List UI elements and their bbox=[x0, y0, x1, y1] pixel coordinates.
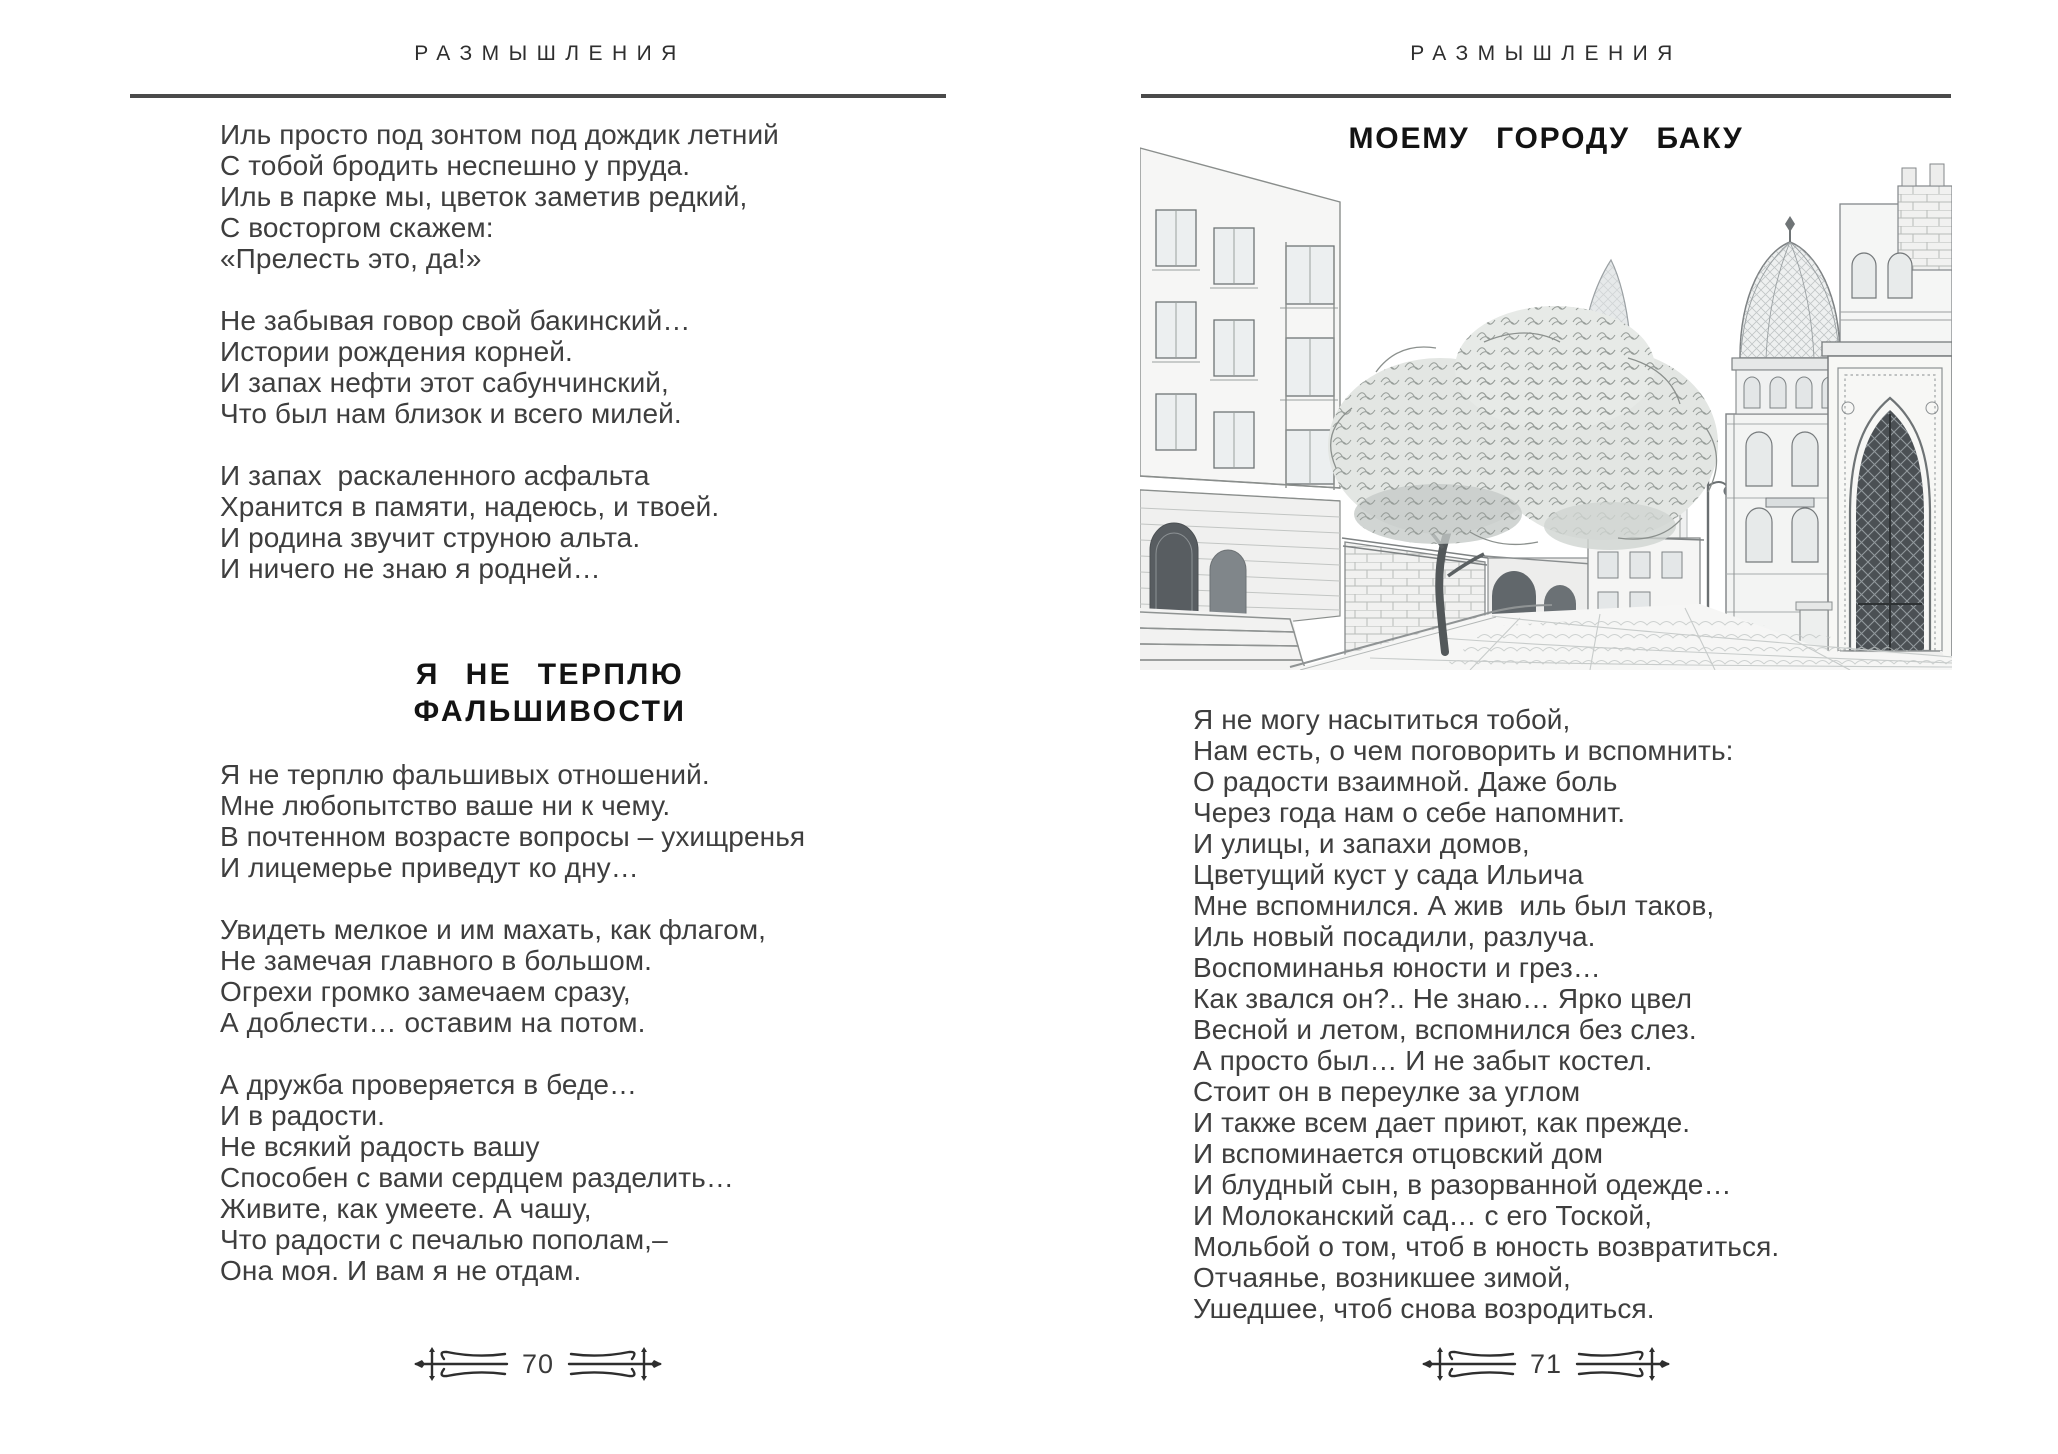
right-page-footer bbox=[1140, 1347, 1952, 1381]
footer-ornament-icon bbox=[1422, 1347, 1517, 1381]
poem-line: Через года нам о себе напомнит. bbox=[1193, 797, 1626, 828]
poem-line: А просто был… И не забыт костел. bbox=[1193, 1045, 1653, 1076]
poem-line: Воспоминанья юности и грез… bbox=[1193, 952, 1601, 983]
poem-line: И запах нефти этот сабунчинский, bbox=[220, 367, 669, 398]
poem-line: «Прелесть это, да!» bbox=[220, 243, 482, 274]
poem-line: В почтенном возрасте вопросы – ухищренья bbox=[220, 821, 806, 852]
poem-line: Нам есть, о чем поговорить и вспомнить: bbox=[1193, 735, 1734, 766]
poem-line: И блудный сын, в разорванной одежде… bbox=[1193, 1169, 1732, 1200]
poem-line: А доблести… оставим на потом. bbox=[220, 1007, 646, 1038]
poem-line: И Молоканский сад… с его Тоской, bbox=[1193, 1200, 1653, 1231]
poem-line: О радости взаимной. Даже боль bbox=[1193, 766, 1618, 797]
poem-line: Мне любопытство ваше ни к чему. bbox=[220, 790, 671, 821]
left-section-title bbox=[130, 656, 970, 730]
poem-line: Иль в парке мы, цветок заметив редкий, bbox=[220, 181, 748, 212]
poem-line: И ничего не знаю я родней… bbox=[220, 553, 601, 584]
footer-ornament-icon bbox=[1575, 1347, 1670, 1381]
poem-line: Хранится в памяти, надеюсь, и твоей. bbox=[220, 491, 720, 522]
right-poem bbox=[1193, 704, 1779, 1324]
stanza bbox=[220, 305, 779, 429]
poem-line: И вспоминается отцовский дом bbox=[1193, 1138, 1604, 1169]
left-page-number: 70 bbox=[521, 1348, 555, 1379]
stanza bbox=[220, 759, 805, 883]
left-poem-bottom bbox=[220, 759, 805, 1286]
poem-line: Способен с вами сердцем разделить… bbox=[220, 1162, 734, 1193]
poem-line: С восторгом скажем: bbox=[220, 212, 494, 243]
poem-line: И лицемерье приведут ко дну… bbox=[220, 852, 639, 883]
poem-line: Цветущий куст у сада Ильича bbox=[1193, 859, 1584, 890]
stanza bbox=[220, 119, 779, 274]
left-running-head: РАЗМЫШЛЕНИЯ bbox=[414, 42, 686, 65]
poem-line: Я не терплю фальшивых отношений. bbox=[220, 759, 710, 790]
poem-line: Как звался он?.. Не знаю… Ярко цвел bbox=[1193, 983, 1693, 1014]
poem-line: И в радости. bbox=[220, 1100, 386, 1131]
poem-line: Мне вспомнился. А жив иль был таков, bbox=[1193, 890, 1715, 921]
poem-line: Стоит он в переулке за углом bbox=[1193, 1076, 1581, 1107]
poem-line: Увидеть мелкое и им махать, как флагом, bbox=[220, 914, 767, 945]
poem-line: Отчаянье, возникшее зимой, bbox=[1193, 1262, 1571, 1293]
poem-line: И родина звучит струною альта. bbox=[220, 522, 641, 553]
right-page-number: 71 bbox=[1529, 1348, 1563, 1379]
poem-line: Не забывая говор свой бакинский… bbox=[220, 305, 691, 336]
poem-line: Она моя. И вам я не отдам. bbox=[220, 1255, 582, 1286]
poem-line: Огрехи громко замечаем сразу, bbox=[220, 976, 631, 1007]
footer-ornament-icon bbox=[414, 1347, 509, 1381]
right-running-head: РАЗМЫШЛЕНИЯ bbox=[1410, 42, 1682, 65]
poem-line: Весной и летом, вспомнился без слез. bbox=[1193, 1014, 1697, 1045]
title-line: Я НЕ ТЕРПЛЮ bbox=[415, 658, 685, 691]
right-poem-title: МОЕМУ ГОРОДУ БАКУ bbox=[1348, 122, 1744, 155]
footer-ornament-icon bbox=[567, 1347, 662, 1381]
poem-line: С тобой бродить неспешно у пруда. bbox=[220, 150, 691, 181]
poem-line: Истории рождения корней. bbox=[220, 336, 573, 367]
poem-line: Мольбой о том, чтоб в юность возвратиться. bbox=[1193, 1231, 1780, 1262]
poem-line: Живите, как умеете. А чашу, bbox=[220, 1193, 592, 1224]
right-header-rule bbox=[1141, 94, 1951, 98]
poem-line: Я не могу насытиться тобой, bbox=[1193, 704, 1571, 735]
poem-line: Что был нам близок и всего милей. bbox=[220, 398, 682, 429]
poem-line: Иль просто под зонтом под дождик летний bbox=[220, 119, 779, 150]
left-building bbox=[1140, 148, 1340, 670]
stanza bbox=[220, 914, 805, 1038]
poem-line: Не замечая главного в большом. bbox=[220, 945, 652, 976]
poem-line: Не всякий радость вашу bbox=[220, 1131, 540, 1162]
stanza bbox=[220, 1069, 805, 1286]
poem-line: И улицы, и запахи домов, bbox=[1193, 828, 1530, 859]
poem-line: И запах раскаленного асфальта bbox=[220, 460, 650, 491]
stanza bbox=[220, 460, 779, 584]
baku-street-illustration bbox=[1140, 146, 1952, 670]
poem-line: Что радости с печалью пополам,– bbox=[220, 1224, 668, 1255]
poem-line: Иль новый посадили, разлуча. bbox=[1193, 921, 1596, 952]
poem-line: Ушедшее, чтоб снова возродиться. bbox=[1193, 1293, 1655, 1324]
poem-line: А дружба проверяется в беде… bbox=[220, 1069, 638, 1100]
left-poem-top bbox=[220, 119, 779, 584]
title-line: ФАЛЬШИВОСТИ bbox=[413, 695, 687, 728]
poem-line: И также всем дает приют, как прежде. bbox=[1193, 1107, 1691, 1138]
left-page-footer bbox=[128, 1347, 948, 1381]
left-header-rule bbox=[130, 94, 946, 98]
